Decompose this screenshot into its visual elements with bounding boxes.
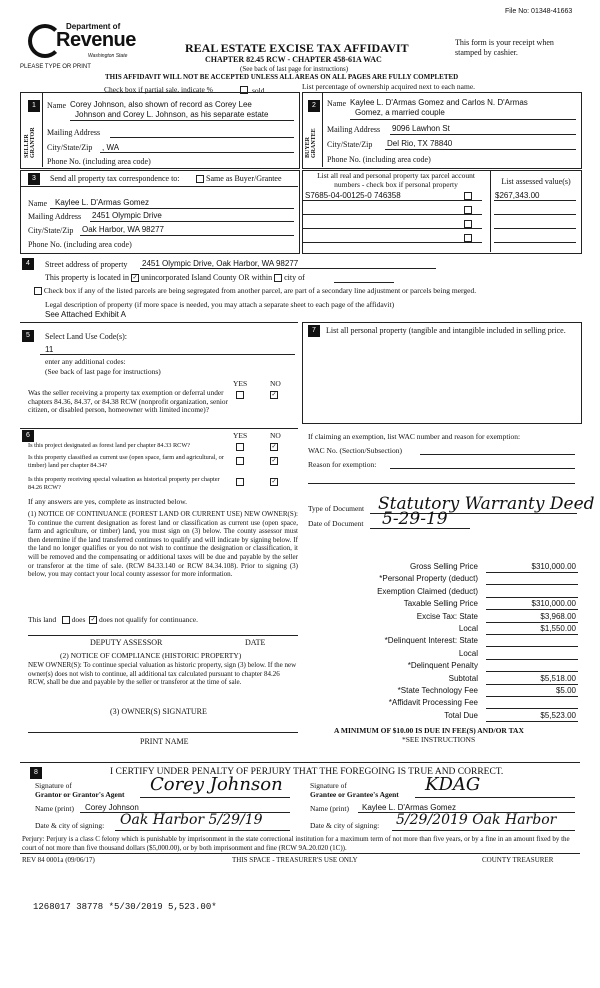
grantee-date-label: Date & city of signing: — [310, 821, 380, 830]
rule — [390, 134, 576, 135]
exemption-claim-label: If claiming an exemption, list WAC number and reason for exemption: — [308, 432, 521, 441]
forest-if-yes: If any answers are yes, complete as instructed below. — [28, 497, 188, 506]
tax-line-label: Gross Selling Price — [409, 562, 478, 571]
forest-notice1: (1) NOTICE OF CONTINUANCE (FOREST LAND OR CURRENT USE) NEW OWNER(S): To continue the current designation as forest land or classification as current use (open space, farm and agriculture, or timber) land, you must sign on (3) below. The county assessor must then determine if the land transferred continues to qualify and will indicate by signing below. If the land no longer qualifies or you do not wish to continue the designation or classification, it will be removed and the compensating or additional taxes will be due and payable by the seller or transferor at the time of sale. (RCW 84.33.140 or RCW 84.34.108). Prior to signing (3) below, you may contact your local county assessor for more information. — [28, 510, 298, 579]
doc-type-label: Type of Document — [308, 504, 365, 513]
forest-q1-yes[interactable] — [236, 442, 244, 451]
personal-property-checkbox-3[interactable] — [464, 219, 472, 228]
grantor-date-value[interactable]: Oak Harbor 5/29/19 — [120, 812, 263, 828]
assessed-value-1[interactable]: $267,343.00 — [495, 191, 540, 200]
buyer-name-line1[interactable]: Kaylee L. D'Armas Gomez and Carlos N. D'Armas — [350, 98, 528, 107]
this-land-label: This land — [28, 615, 57, 624]
buyer-mailing-value[interactable]: 9096 Lawhon St — [392, 124, 450, 133]
tax-line-rule — [486, 572, 578, 573]
rule — [20, 322, 298, 323]
rule — [20, 428, 298, 429]
seller-phone-label: Phone No. (including area code) — [47, 157, 151, 166]
partial-sale-label: Check box if partial sale, indicate % — [104, 85, 213, 94]
tax-line-rule — [486, 584, 578, 585]
tax-line-rule — [486, 659, 578, 660]
wac-label: WAC No. (Section/Subsection) — [308, 446, 402, 455]
section-4-marker: 4 — [22, 258, 34, 270]
rule — [110, 137, 294, 138]
section-2-marker: 2 — [308, 100, 320, 112]
segregated-line — [34, 286, 476, 295]
buyer-name-label: Name — [327, 99, 347, 108]
tax-line-label: Local — [458, 648, 478, 658]
forest-yes: YES — [233, 431, 248, 440]
city-of-checkbox[interactable] — [274, 274, 282, 282]
rule — [494, 228, 576, 229]
parcel-number-1[interactable]: S7685-04-00125-0 746358 — [305, 191, 401, 200]
grantee-name-label: Name (print) — [310, 804, 349, 813]
deputy-date: DATE — [245, 638, 266, 647]
logo-line3: Washington State — [88, 53, 128, 59]
legal-label: Legal description of property (if more space is needed, you may attach a separate sheet to each page of the affidavit) — [45, 300, 395, 309]
section-6-marker: 6 — [22, 430, 34, 442]
doc-type-value[interactable]: Statutory Warranty Deed — [378, 494, 595, 514]
buyer-city-value[interactable]: Del Rio, TX 78840 — [387, 139, 453, 148]
corr-city-label: City/State/Zip — [28, 226, 74, 235]
rule — [50, 208, 294, 209]
treasurer-space: THIS SPACE - TREASURER'S USE ONLY — [232, 856, 358, 864]
unincorporated-checkbox[interactable]: ✓ — [132, 275, 138, 282]
land-use-no: NO — [270, 379, 281, 388]
certify-text: I CERTIFY UNDER PENALTY OF PERJURY THAT THE FOREGOING IS TRUE AND CORRECT. — [110, 767, 504, 777]
rule — [20, 762, 580, 763]
grantee-sig-label — [310, 781, 399, 799]
tax-line-rule — [486, 671, 578, 672]
file-number: File No: 01348-41663 — [505, 8, 573, 15]
rule — [370, 528, 470, 529]
grantee-date-value[interactable]: 5/29/2019 Oak Harbor — [396, 812, 557, 828]
exemption-no-checkbox[interactable]: ✓ — [271, 392, 277, 399]
department-logo — [28, 22, 138, 62]
seller-mailing-label: Mailing Address — [47, 128, 101, 137]
qualify-label: qualify for continuance. — [126, 615, 198, 624]
forest-notice2: NEW OWNER(S): To continue special valuation as historic property, sign (3) below. If the new owner(s) does not wish to continue, all additional tax calculated pursuant to chapter 84.26 RCW, shall be due and payable by the seller or transferor at the time of sale. — [28, 661, 297, 687]
grantee-name-value[interactable]: Kaylee L. D'Armas Gomez — [362, 803, 457, 812]
rule — [140, 797, 290, 798]
seller-divider — [42, 92, 43, 167]
location-text: This property is located in — [45, 273, 129, 282]
segregated-label: Check box if any of the listed parcels are being segregated from another parcel, are part of a secondary line adjustment or parcels being merged. — [43, 286, 477, 295]
tax-line-label: Taxable Selling Price — [403, 599, 478, 609]
rule — [70, 120, 294, 121]
section-8-marker: 8 — [30, 767, 42, 779]
exemption-yes-checkbox[interactable] — [236, 390, 244, 399]
rule — [28, 732, 298, 733]
segregated-checkbox[interactable] — [34, 287, 42, 295]
grantor-date-label: Date & city of signing: — [35, 821, 105, 830]
print-name-label: PRINT NAME — [140, 737, 189, 746]
rule — [390, 468, 575, 469]
rule — [302, 214, 482, 215]
deputy-assessor: DEPUTY ASSESSOR — [90, 638, 163, 647]
buyer-city-label: City/State/Zip — [327, 140, 373, 149]
seller-name-label: Name — [47, 101, 67, 110]
tax-line-rule — [486, 684, 578, 685]
corr-mailing-label: Mailing Address — [28, 212, 82, 221]
does-checkbox[interactable] — [62, 616, 70, 624]
forest-q3-no[interactable]: ✓ — [271, 479, 277, 486]
tax-line-label: Excise Tax: State — [416, 611, 478, 621]
rule — [490, 170, 491, 252]
seller-name-line2[interactable]: Johnson and Corey L. Johnson, as his separate estate — [75, 110, 269, 119]
tax-line-value[interactable]: $3,968.00 — [540, 611, 576, 621]
personal-property-checkbox-2[interactable] — [464, 205, 472, 214]
city-of-label: city of — [284, 273, 305, 282]
corr-name-value[interactable]: Kaylee L. D'Armas Gomez — [55, 198, 150, 207]
tax-line-label: Subtotal — [448, 673, 478, 683]
rule — [140, 268, 436, 269]
forest-q1-no[interactable]: ✓ — [271, 444, 277, 451]
does-label: does — [71, 615, 86, 624]
grantee-sig-label1: Signature of — [310, 781, 347, 790]
tax-line-value[interactable]: $5,518.00 — [540, 673, 576, 683]
section-3-marker: 3 — [28, 173, 40, 185]
owner-signature-label: (3) OWNER(S) SIGNATURE — [110, 707, 207, 716]
rule — [302, 242, 482, 243]
rule — [100, 152, 294, 153]
buyer-side-label: BUYER GRANTEE — [305, 128, 317, 158]
grantor-sig-label2: Grantor or Grantor's Agent — [35, 790, 125, 799]
land-use-see-back: (See back of last page for instructions) — [45, 367, 161, 376]
parcels-header: List all real and personal property tax parcel account numbers - check box if personal property — [317, 171, 475, 189]
logo-line1: Department of — [66, 22, 121, 31]
buyer-phone-label: Phone No. (including area code) — [327, 155, 431, 164]
see-instructions: *SEE INSTRUCTIONS — [402, 735, 476, 744]
tax-line-label: *State Technology Fee — [397, 686, 478, 695]
tax-line-label: Local — [458, 624, 478, 633]
buyer-divider — [322, 92, 323, 167]
buyer-name-line2[interactable]: Gomez, a married couple — [355, 108, 445, 117]
tax-line-rule — [486, 721, 578, 722]
legal-value[interactable]: See Attached Exhibit A — [45, 310, 126, 319]
rule — [302, 200, 482, 201]
tax-line-rule — [486, 622, 578, 623]
tax-line-rule — [486, 634, 578, 635]
grantor-sig-label — [35, 781, 125, 799]
does-not-label: does not — [99, 615, 125, 624]
grantor-sig-label1: Signature of — [35, 781, 72, 790]
minimum-fee-note: A MINIMUM OF $10.00 IS DUE IN FEE(S) AND/OR TAX — [334, 726, 524, 735]
land-use-code[interactable]: 11 — [45, 345, 54, 354]
land-use-yes: YES — [233, 379, 248, 388]
buyer-mailing-label: Mailing Address — [327, 125, 381, 134]
rule — [392, 830, 575, 831]
tax-line-rule — [486, 696, 578, 697]
does-not-checkbox[interactable]: ✓ — [90, 617, 96, 624]
grantor-name-value[interactable]: Corey Johnson — [85, 803, 139, 812]
rule — [350, 119, 576, 120]
same-as-buyer-checkbox[interactable] — [196, 174, 282, 183]
tax-line-rule — [486, 646, 578, 647]
doc-date-value[interactable]: 5-29-19 — [382, 509, 448, 529]
tax-line-rule — [486, 708, 578, 709]
cashier-stamp: 1268017 38778 *5/30/2019 5,523.00* — [33, 902, 217, 912]
seller-city-value[interactable]: , WA — [102, 143, 120, 152]
notice2-title: (2) NOTICE OF COMPLIANCE (HISTORIC PROPERTY) — [60, 651, 242, 660]
tax-line-label: *Personal Property (deduct) — [379, 574, 478, 584]
section-5-marker: 5 — [22, 330, 34, 342]
see-back-header: (See back of last page for instructions) — [240, 65, 349, 73]
forest-q2-yes[interactable] — [236, 456, 244, 465]
land-use-label: Select Land Use Code(s): — [45, 332, 127, 341]
rule — [20, 186, 298, 187]
forest-q2: Is this property classified as current use (open space, farm and agricultural, or timber) land per chapter 84.34? — [28, 454, 224, 469]
doc-date-label: Date of Document — [308, 519, 364, 528]
personal-property-section — [302, 322, 582, 424]
rule — [385, 149, 576, 150]
rule — [40, 354, 295, 355]
form-title: REAL ESTATE EXCISE TAX AFFIDAVIT — [185, 41, 409, 55]
street-label: Street address of property — [45, 260, 128, 269]
rule — [415, 797, 575, 798]
tax-line-value[interactable]: $5.00 — [555, 686, 576, 695]
section-7-marker: 7 — [308, 325, 320, 337]
logo-line2: Revenue — [56, 29, 136, 51]
forest-q2-no[interactable]: ✓ — [271, 458, 277, 465]
receipt-note: This form is your receipt when stamped by cashier. — [455, 38, 554, 57]
street-value[interactable]: 2451 Olympic Drive, Oak Harbor, WA 98277 — [142, 259, 299, 268]
tax-table — [300, 562, 580, 742]
tax-line-label: Exemption Claimed (deduct) — [377, 586, 478, 596]
tax-line-label: Total Due — [444, 710, 478, 720]
rule — [494, 200, 576, 201]
grantor-signature[interactable]: Corey Johnson — [150, 774, 283, 795]
tax-line-rule — [486, 609, 578, 610]
seller-city-label: City/State/Zip — [47, 143, 93, 152]
tax-line-value[interactable]: $1,550.00 — [540, 624, 576, 633]
corr-city-value[interactable]: Oak Harbor, WA 98277 — [82, 225, 164, 234]
perjury-text: Perjury: Perjury is a class C felony which is punishable by imprisonment in the state correctional institution for a maximum term of not more than five years, or by a fine in an amount fixed by the court of not more than five thousand dollars ($5,000.00), or by both imprisonment and fine (RCW 9A.20.020 (1C)). — [22, 835, 570, 852]
sold-label: sold. — [252, 86, 267, 95]
location-line — [45, 273, 305, 282]
same-as-buyer-label: Same as Buyer/Grantee — [206, 174, 282, 183]
grantor-name-label: Name (print) — [35, 804, 74, 813]
rule — [115, 830, 290, 831]
tax-line-value[interactable]: $310,000.00 — [531, 599, 576, 609]
tax-line-label: *Delinquent Penalty — [407, 661, 478, 671]
assessed-header: List assessed value(s) — [501, 177, 571, 186]
form-rev: REV 84 0001a (09/06/17) — [22, 856, 95, 864]
corr-name-label: Name — [28, 199, 48, 208]
corr-phone-label: Phone No. (including area code) — [28, 240, 132, 249]
county-treasurer: COUNTY TREASURER — [482, 856, 554, 864]
rule — [80, 235, 294, 236]
tax-line-value[interactable]: $5,523.00 — [540, 710, 576, 720]
section-1-marker: 1 — [28, 100, 40, 112]
ownership-pct-note: List percentage of ownership acquired next to each name. — [302, 82, 476, 91]
additional-codes-label: enter any additional codes: — [45, 357, 126, 366]
grantee-sig-label2: Grantee or Grantee's Agent — [310, 790, 399, 799]
forest-q3-yes[interactable] — [236, 477, 244, 486]
personal-property-checkbox-1[interactable] — [464, 191, 472, 200]
personal-property-label: List all personal property (tangible and intangible included in selling price. — [326, 326, 566, 335]
rule — [494, 214, 576, 215]
tax-line-label: *Affidavit Processing Fee — [388, 698, 478, 708]
corr-mailing-value[interactable]: 2451 Olympic Drive — [92, 211, 162, 220]
correspondence-label: Send all property tax correspondence to: — [50, 174, 180, 183]
rule — [28, 635, 298, 636]
rule — [494, 242, 576, 243]
tax-line-value[interactable]: $310,000.00 — [531, 562, 576, 571]
rule — [334, 282, 394, 283]
seller-name-line1[interactable]: Corey Johnson, also shown of record as Corey Lee — [70, 100, 252, 109]
reason-label: Reason for exemption: — [308, 460, 377, 469]
forest-q3: Is this property receiving special valuation as historical property per chapter 84.26 RCW? — [28, 476, 220, 491]
rule — [90, 221, 294, 222]
form-subtitle: CHAPTER 82.45 RCW - CHAPTER 458-61A WAC — [205, 55, 382, 64]
rule — [420, 454, 575, 455]
continuance-line — [28, 615, 198, 624]
exemption-question: Was the seller receiving a property tax exemption or deferral under chapters 84.36, 84.37, or 84.38 RCW (nonprofit organization, senior citizen, or disabled person, homeowner with limited income)? — [28, 388, 228, 414]
tax-line-rule — [486, 597, 578, 598]
tax-line-label: *Delinquent Interest: State — [384, 636, 478, 646]
please-type: PLEASE TYPE OR PRINT — [20, 64, 91, 70]
forest-no: NO — [270, 431, 281, 440]
forest-q1: Is this project designated as forest land per chapter 84.33 RCW? — [28, 442, 191, 449]
warning-text: THIS AFFIDAVIT WILL NOT BE ACCEPTED UNLESS ALL AREAS ON ALL PAGES ARE FULLY COMPLETED — [105, 73, 459, 81]
seller-side-label: SELLER GRANTOR — [24, 127, 36, 158]
grantee-signature[interactable]: KDAG — [425, 774, 481, 795]
rule — [302, 228, 482, 229]
rule — [20, 853, 580, 854]
unincorporated-label: unincorporated Island County OR within — [140, 273, 273, 282]
rule — [308, 483, 575, 484]
personal-property-checkbox-4[interactable] — [464, 233, 472, 242]
